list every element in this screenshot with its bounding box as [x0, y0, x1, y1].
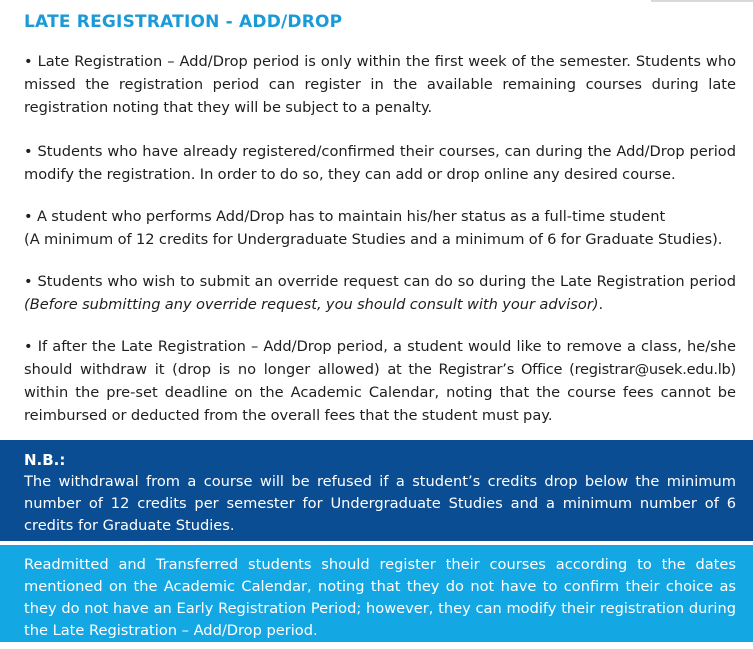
page-title: LATE REGISTRATION - ADD/DROP: [24, 12, 343, 32]
top-divider: [651, 0, 753, 2]
override-request-text: • Students who wish to submit an override request can do so during the Late Registration period: [24, 273, 736, 290]
registrar-office-text: at the Registrar’s Office (registrar@usek.edu.lb): [387, 361, 736, 378]
withdrawal-text-end: within the pre-set deadline on the Academic Calendar, noting that the course fees cannot be reimbursed or deducted from the overall fees that the student must pay.: [24, 384, 736, 424]
nb-notice-box: [0, 440, 753, 541]
nb-title: N.B.:: [24, 451, 66, 469]
paragraph-withdrawal: [24, 335, 736, 427]
readmitted-notice-box: [0, 545, 753, 642]
nb-text: The withdrawal from a course will be refused if a student’s credits drop below the minimum number of 12 credits per semester for Undergraduate Studies and a minimum number of 6 credits for Graduate Studies.: [24, 473, 736, 534]
full-time-status-line: • A student who performs Add/Drop has to maintain his/her status as a full-time student: [24, 208, 666, 225]
override-end: .: [598, 296, 604, 313]
paragraph-override-request: [24, 270, 736, 316]
minimum-credits-line: (A minimum of 12 credits for Undergraduate Studies and a minimum of 6 for Graduate Studies).: [24, 231, 723, 248]
override-advisor-note: (Before submitting any override request, you should consult with your advisor): [24, 296, 599, 313]
withdrawal-text-start: • If after the Late Registration – Add/Drop period, a student would like to remove a class, he/she should withdraw it (drop is no longer allowed): [24, 338, 736, 378]
paragraph-full-time-status: [24, 205, 736, 251]
readmitted-notice-content: [24, 554, 736, 642]
main-content: [24, 10, 736, 427]
nb-notice-content: [24, 449, 736, 537]
readmitted-notice-text: Readmitted and Transferred students should register their courses according to the dates mentioned on the Academic Calendar, noting that they do not have to confirm their choice as they do not have an Early Registration Period; however, they can modify their registration during the Late Registration – Add/Drop period.: [24, 556, 736, 639]
paragraph-late-registration: • Late Registration – Add/Drop period is only within the first week of the semester. Students who missed the registration period can register in the available remaining courses during late registration noting that they will be subject to a penalty.: [24, 53, 736, 116]
paragraph-add-drop-modify: • Students who have already registered/confirmed their courses, can during the Add/Drop period modify the registration. In order to do so, they can add or drop online any desired course.: [24, 143, 736, 183]
